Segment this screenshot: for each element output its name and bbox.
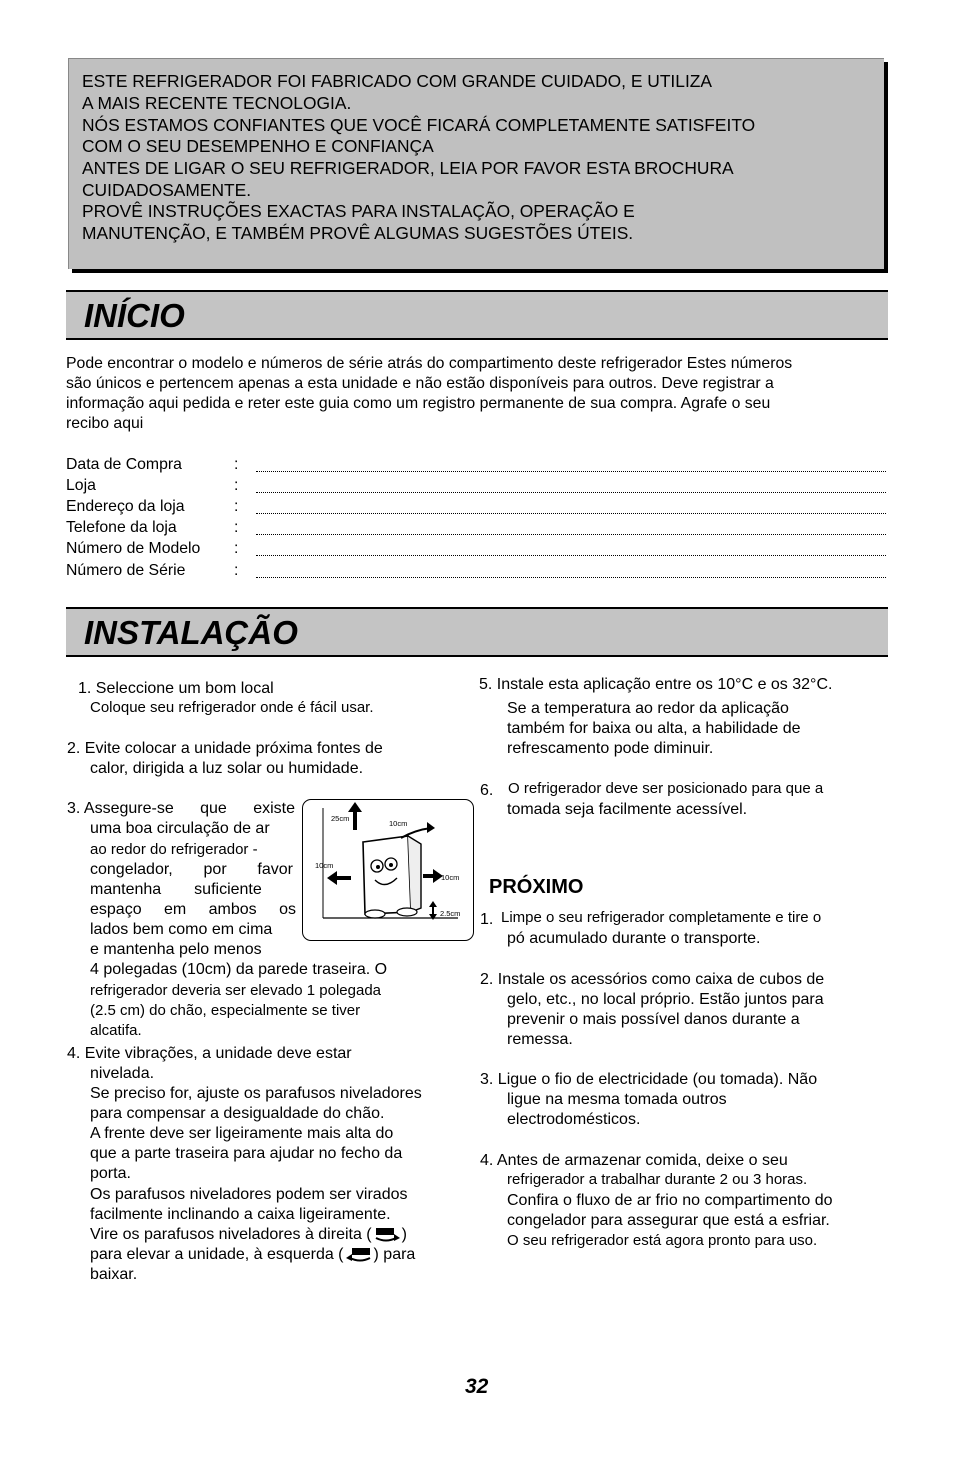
form-colon: : bbox=[234, 519, 239, 536]
word: existe bbox=[253, 800, 295, 817]
next-4-line: O seu refrigerador está agora pronto para uso. bbox=[507, 1232, 818, 1249]
word: suficiente bbox=[194, 881, 262, 898]
item-1-text: Coloque seu refrigerador onde é fácil usar. bbox=[90, 699, 374, 716]
form-dotted-line[interactable] bbox=[256, 513, 886, 514]
intro-line: CUIDADOSAMENTE. bbox=[82, 180, 252, 200]
item-2-line: 2. Evite colocar a unidade próxima fontes de bbox=[67, 740, 383, 757]
form-label: Telefone da loja bbox=[66, 519, 177, 536]
form-dotted-line[interactable] bbox=[256, 555, 886, 556]
word: espaço bbox=[90, 901, 142, 918]
instalacao-section-header bbox=[66, 607, 888, 657]
item-3-line: 4 polegadas (10cm) da parede traseira. O bbox=[90, 961, 388, 978]
form-colon: : bbox=[234, 562, 239, 579]
item-2-line: calor, dirigida a luz solar ou humidade. bbox=[90, 760, 364, 777]
item-4-line: Se preciso for, ajuste os parafusos niveladores bbox=[90, 1085, 422, 1102]
intro-line: ANTES DE LIGAR O SEU REFRIGERADOR, LEIA POR FAVOR ESTA BROCHURA bbox=[82, 158, 734, 178]
paragraph-line: recibo aqui bbox=[66, 415, 144, 432]
item-6-line: tomada seja facilmente acessível. bbox=[507, 801, 748, 818]
next-3-line: electrodomésticos. bbox=[507, 1111, 641, 1128]
item-1-heading: 1. Seleccione um bom local bbox=[78, 680, 274, 697]
next-3-line: ligue na mesma tomada outros bbox=[507, 1091, 727, 1108]
form-row-store[interactable] bbox=[66, 477, 886, 498]
word: mantenha bbox=[90, 881, 162, 898]
word: os bbox=[279, 901, 296, 918]
word: em bbox=[164, 901, 187, 918]
item-3-line: lados bem como em cima bbox=[90, 921, 273, 938]
item-3-line: uma boa circulação de ar bbox=[90, 820, 270, 837]
clearance-illustration bbox=[302, 799, 474, 941]
leveler-right-icon bbox=[372, 1226, 402, 1242]
word: 3. Assegure-se bbox=[67, 800, 174, 817]
form-colon: : bbox=[234, 456, 239, 473]
form-row-model-number[interactable] bbox=[66, 540, 886, 561]
form-row-purchase-date[interactable] bbox=[66, 456, 886, 477]
next-2-line: prevenir o mais possível danos durante a bbox=[507, 1011, 800, 1028]
next-2-line: 2. Instale os acessórios como caixa de cubos de bbox=[480, 971, 825, 988]
label-bottom: 2.5cm bbox=[440, 909, 461, 918]
item-3-line: refrigerador deveria ser elevado 1 polegada bbox=[90, 982, 382, 999]
form-row-store-address[interactable] bbox=[66, 498, 886, 519]
item-6-line: O refrigerador deve ser posicionado para que a bbox=[508, 780, 824, 797]
item-4-line: baixar. bbox=[90, 1266, 138, 1283]
label-right: 10cm bbox=[441, 873, 460, 882]
form-label: Loja bbox=[66, 477, 96, 494]
word: por bbox=[203, 861, 227, 878]
next-4-line: Confira o fluxo de ar frio no compartimento do bbox=[507, 1192, 833, 1209]
form-colon: : bbox=[234, 498, 239, 515]
text-part: Vire os parafusos niveladores à direita ( bbox=[90, 1226, 372, 1243]
inicio-section-header bbox=[66, 290, 888, 340]
item-5-line: Se a temperatura ao redor da aplicação bbox=[507, 700, 789, 717]
form-label: Número de Modelo bbox=[66, 540, 201, 557]
form-label: Endereço da loja bbox=[66, 498, 185, 515]
item-4-line bbox=[90, 1225, 407, 1245]
intro-line: MANUTENÇÃO, E TAMBÉM PROVÊ ALGUMAS SUGESTÕES ÚTEIS. bbox=[82, 223, 634, 243]
label-top-right: 10cm bbox=[389, 819, 408, 828]
intro-line: A MAIS RECENTE TECNOLOGIA. bbox=[82, 93, 352, 113]
item-3-line bbox=[90, 900, 296, 920]
next-4-line: 4. Antes de armazenar comida, deixe o seu bbox=[480, 1152, 788, 1169]
form-label: Número de Série bbox=[66, 562, 186, 579]
item-4-line: facilmente inclinando a caixa ligeiramente. bbox=[90, 1206, 391, 1223]
item-3-line bbox=[67, 799, 295, 819]
next-2-line: gelo, etc., no local próprio. Estão juntos para bbox=[507, 991, 824, 1008]
form-label: Data de Compra bbox=[66, 456, 182, 473]
intro-line: COM O SEU DESEMPENHO E CONFIANÇA bbox=[82, 136, 434, 156]
item-3-line: (2.5 cm) do chão, especialmente se tiver bbox=[90, 1002, 361, 1019]
form-row-store-phone[interactable] bbox=[66, 519, 886, 540]
item-4-line: nivelada. bbox=[90, 1065, 155, 1082]
intro-box bbox=[68, 58, 884, 269]
item-5-line: refrescamento pode diminuir. bbox=[507, 740, 714, 757]
intro-line: PROVÊ INSTRUÇÕES EXACTAS PARA INSTALAÇÃO, OPERAÇÃO E bbox=[82, 201, 635, 221]
paragraph-line: Pode encontrar o modelo e números de série atrás do compartimento deste refrigerador Estes números bbox=[66, 355, 793, 372]
refrigerator-clearance-diagram bbox=[303, 800, 473, 940]
inicio-paragraph bbox=[66, 354, 888, 434]
form-colon: : bbox=[234, 540, 239, 557]
word: que bbox=[200, 800, 227, 817]
next-3-line: 3. Ligue o fio de electricidade (ou tomada). Não bbox=[480, 1071, 818, 1088]
proximo-title: PRÓXIMO bbox=[489, 876, 584, 898]
form-dotted-line[interactable] bbox=[256, 534, 886, 535]
word: favor bbox=[257, 861, 293, 878]
item-4-line: que a parte traseira para ajudar no fecho da bbox=[90, 1145, 403, 1162]
form-dotted-line[interactable] bbox=[256, 577, 886, 578]
paragraph-line: informação aqui pedida e reter este guia como um registro permanente de sua compra. Agrafe o seu bbox=[66, 395, 771, 412]
text-part: ) para bbox=[373, 1246, 416, 1263]
page-number: 32 bbox=[465, 1375, 489, 1398]
text-part: para elevar a unidade, à esquerda ( bbox=[90, 1246, 344, 1263]
form-row-serial-number[interactable] bbox=[66, 562, 886, 583]
form-dotted-line[interactable] bbox=[256, 492, 886, 493]
item-6-number: 6. bbox=[480, 782, 494, 799]
item-3-line bbox=[90, 880, 262, 900]
label-top: 25cm bbox=[331, 814, 350, 823]
item-4-line: 4. Evite vibrações, a unidade deve estar bbox=[67, 1045, 352, 1062]
item-3-line: ao redor do refrigerador - bbox=[90, 841, 258, 858]
next-2-line: remessa. bbox=[507, 1031, 573, 1048]
item-4-line: para compensar a desigualdade do chão. bbox=[90, 1105, 385, 1122]
next-1-line: Limpe o seu refrigerador completamente e tire o bbox=[501, 909, 822, 926]
inicio-title: INÍCIO bbox=[84, 297, 185, 334]
leveler-left-icon bbox=[344, 1246, 374, 1262]
label-left: 10cm bbox=[315, 861, 334, 870]
word: congelador, bbox=[90, 861, 173, 878]
intro-line: NÓS ESTAMOS CONFIANTES QUE VOCÊ FICARÁ COMPLETAMENTE SATISFEITO bbox=[82, 115, 756, 135]
item-3-line: alcatifa. bbox=[90, 1022, 142, 1039]
item-5-heading: 5. Instale esta aplicação entre os 10°C e os 32°C. bbox=[479, 676, 833, 693]
item-5-line: também for baixa ou alta, a habilidade de bbox=[507, 720, 801, 737]
intro-line: ESTE REFRIGERADOR FOI FABRICADO COM GRANDE CUIDADO, E UTILIZA bbox=[82, 71, 712, 91]
item-4-line: porta. bbox=[90, 1165, 131, 1182]
item-4-line: A frente deve ser ligeiramente mais alta do bbox=[90, 1125, 394, 1142]
instalacao-title: INSTALAÇÃO bbox=[84, 614, 298, 651]
next-4-line: refrigerador a trabalhar durante 2 ou 3 horas. bbox=[507, 1171, 808, 1188]
item-3-line bbox=[90, 860, 293, 880]
form-colon: : bbox=[234, 477, 239, 494]
item-3-line: e mantenha pelo menos bbox=[90, 941, 262, 958]
next-1-number: 1. bbox=[480, 911, 494, 928]
paragraph-line: são únicos e pertencem apenas a esta unidade e não estão disponíveis para outros. Deve registrar a bbox=[66, 375, 774, 392]
next-1-line: pó acumulado durante o transporte. bbox=[507, 930, 761, 947]
next-4-line: congelador para assegurar que está a esfriar. bbox=[507, 1212, 830, 1229]
form-dotted-line[interactable] bbox=[256, 471, 886, 472]
text-part: ) bbox=[401, 1226, 407, 1243]
item-4-line bbox=[90, 1245, 415, 1265]
item-4-line: Os parafusos niveladores podem ser virados bbox=[90, 1186, 408, 1203]
word: ambos bbox=[208, 901, 257, 918]
